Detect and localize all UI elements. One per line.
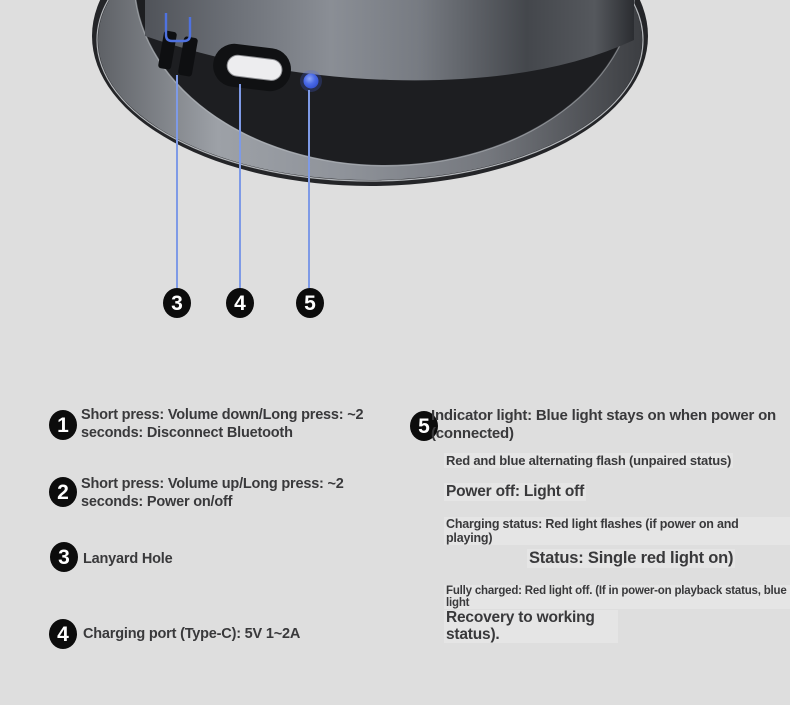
legend-item-1-text: Short press: Volume down/Long press: ~2 seconds: Disconnect Bluetooth [81,407,364,441]
legend-badge-1: 1 [49,410,77,440]
legend-badge-5: 5 [410,411,438,441]
leader-line-3 [176,75,178,288]
indicator-status-fully-charged: Fully charged: Red light off. (If in power-on playback status, blue light [444,585,790,609]
led-indicator [300,70,322,92]
legend-badge-2: 2 [49,477,77,507]
speaker-bottom-illustration [0,0,790,350]
legend-item-3-text: Lanyard Hole [83,551,173,567]
led-dot [304,74,319,89]
legend-item-5-heading: Indicator light: Blue light stays on when power on (connected) [431,407,777,442]
legend-item-2-text: Short press: Volume up/Long press: ~2 seconds: Power on/off [81,476,344,510]
photo-badge-4: 4 [226,288,254,318]
device-photo [0,0,790,350]
legend-item-4-text: Charging port (Type-C): 5V 1~2A [83,626,301,642]
leader-line-5 [308,90,310,288]
legend-badge-4: 4 [49,619,77,649]
indicator-status-unpaired: Red and blue alternating flash (unpaired status) [446,453,732,468]
photo-badge-5: 5 [296,288,324,318]
indicator-status-single-red: Status: Single red light on) [529,549,734,567]
indicator-status-power-off: Power off: Light off [446,483,585,500]
indicator-status-charging: Charging status: Red light flashes (if power on and playing) [444,517,790,545]
photo-badge-3: 3 [163,288,191,318]
indicator-status-recovery: Recovery to working status). [444,610,618,643]
legend-badge-3: 3 [50,542,78,572]
leader-line-4 [239,84,241,288]
